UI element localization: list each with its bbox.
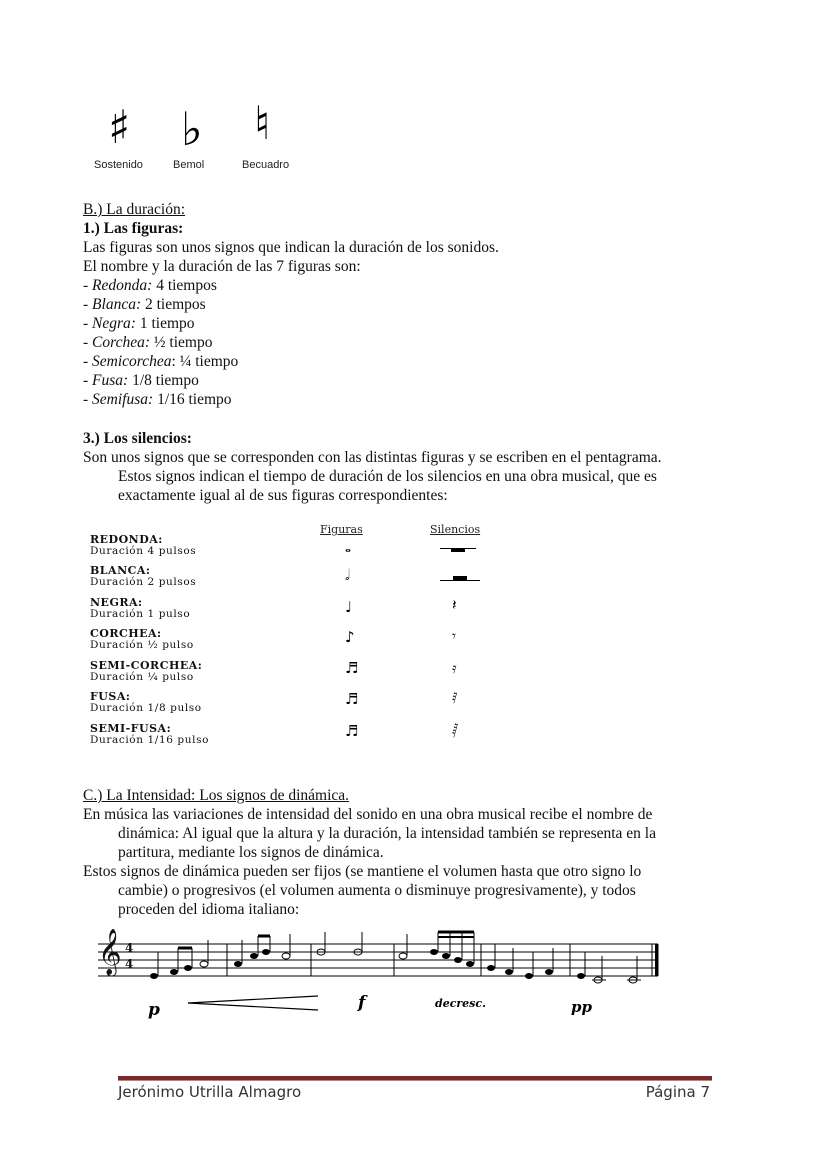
section-c-heading: C.) La Intensidad: Los signos de dinámica. xyxy=(83,787,350,804)
intensity-paragraph-line: Estos signos de dinámica pueden ser fijos (se mantiene el volumen hasta que otro signo lo xyxy=(83,863,642,880)
row-name: FUSA: xyxy=(90,690,131,703)
row-duration: Duración ½ pulso xyxy=(90,639,194,651)
whole-rest-icon xyxy=(451,548,465,552)
section-b-heading: B.) La duración: xyxy=(83,201,186,218)
natural-icon: ♮ xyxy=(254,96,271,150)
time-signature-top: 4 xyxy=(125,941,134,955)
row-duration: Duración ¼ pulso xyxy=(90,671,194,683)
row-name: CORCHEA: xyxy=(90,627,162,640)
dynamic-piano: p xyxy=(148,1000,160,1020)
footer-author: Jerónimo Utrilla Almagro xyxy=(118,1083,302,1101)
half-note-icon: 𝅗𝅥 xyxy=(345,566,350,584)
figure-item: - Fusa: 1/8 tiempo xyxy=(83,372,199,389)
natural-label: Becuadro xyxy=(242,159,290,171)
figuras-paragraph: Las figuras son unos signos que indican la duración de los sonidos. xyxy=(83,239,499,256)
half-rest-icon xyxy=(453,576,467,580)
row-duration: Duración 1/16 pulso xyxy=(90,734,209,746)
row-duration: Duración 4 pulsos xyxy=(90,545,197,557)
footer-rule xyxy=(118,1076,712,1081)
figure-item: - Semicorchea: ¼ tiempo xyxy=(83,353,239,370)
row-duration: Duración 1 pulso xyxy=(90,608,191,620)
quarter-note-icon: ♩ xyxy=(345,598,353,616)
eighth-rest-icon: 𝄾 xyxy=(452,627,456,645)
dynamic-pianissimo: pp xyxy=(571,998,592,1016)
dynamic-decrescendo: decresc. xyxy=(435,997,486,1010)
row-name: NEGRA: xyxy=(90,596,143,609)
flat-icon: ♭ xyxy=(181,102,203,156)
figure-item: - Redonda: 4 tiempos xyxy=(83,277,217,294)
figuras-intro: El nombre y la duración de las 7 figuras son: xyxy=(83,258,361,275)
row-name: REDONDA: xyxy=(90,533,163,546)
sixty-fourth-note-icon: ♬ xyxy=(345,722,359,740)
intensity-paragraph-line: En música las variaciones de intensidad del sonido en una obra musical recibe el nombre de xyxy=(83,806,653,823)
rest-staff-line xyxy=(440,580,480,581)
flat-label: Bemol xyxy=(173,159,205,171)
row-name: BLANCA: xyxy=(90,564,151,577)
quarter-rest-icon: 𝄽 xyxy=(452,596,457,614)
dynamic-forte: f xyxy=(358,993,366,1013)
silencios-paragraph-line: Estos signos indican el tiempo de duración de los silencios en una obra musical, que es xyxy=(118,468,657,485)
sharp-icon: ♯ xyxy=(108,100,131,154)
silencios-paragraph-line: Son unos signos que se corresponden con las distintas figuras y se escriben en el pentagrama. xyxy=(83,449,662,466)
sharp-label: Sostenido xyxy=(94,159,143,171)
figure-item: - Negra: 1 tiempo xyxy=(83,315,195,332)
row-duration: Duración 1/8 pulso xyxy=(90,702,202,714)
intensity-paragraph-line: proceden del idioma italiano: xyxy=(118,901,300,918)
figure-item: - Blanca: 2 tiempos xyxy=(83,296,206,313)
col-silencios-header: Silencios xyxy=(430,523,481,536)
time-signature-bottom: 4 xyxy=(125,957,134,971)
col-figuras-header: Figuras xyxy=(320,523,363,536)
row-name: SEMI-CORCHEA: xyxy=(90,659,203,672)
figure-item: - Corchea: ½ tiempo xyxy=(83,334,213,351)
silencios-paragraph-line: exactamente igual al de sus figuras correspondientes: xyxy=(118,487,448,504)
sixty-fourth-rest-icon: 𝅁 xyxy=(452,720,459,738)
eighth-note-icon: ♪ xyxy=(345,628,355,646)
row-name: SEMI-FUSA: xyxy=(90,722,172,735)
silencios-title: 3.) Los silencios: xyxy=(83,430,192,447)
sixteenth-note-icon: ♬ xyxy=(345,659,359,677)
figure-item: - Semifusa: 1/16 tiempo xyxy=(83,391,232,408)
intensity-paragraph-line: dinámica: Al igual que la altura y la duración, la intensidad también se representa en la xyxy=(118,825,656,842)
intensity-paragraph-line: cambie) o progresivos (el volumen aumenta o disminuye progresivamente), y todos xyxy=(118,882,636,899)
footer-page-number: Página 7 xyxy=(645,1083,710,1101)
sixteenth-rest-icon: 𝄿 xyxy=(452,659,457,677)
row-duration: Duración 2 pulsos xyxy=(90,576,197,588)
intensity-paragraph-line: partitura, mediante los signos de dinámica. xyxy=(118,844,384,861)
whole-note-icon: 𝅝 xyxy=(345,538,351,556)
figuras-title: 1.) Las figuras: xyxy=(83,220,184,237)
treble-clef-icon: 𝄞 xyxy=(98,929,122,975)
thirty-second-note-icon: ♬ xyxy=(345,690,359,708)
thirty-second-rest-icon: 𝅀 xyxy=(452,689,458,707)
